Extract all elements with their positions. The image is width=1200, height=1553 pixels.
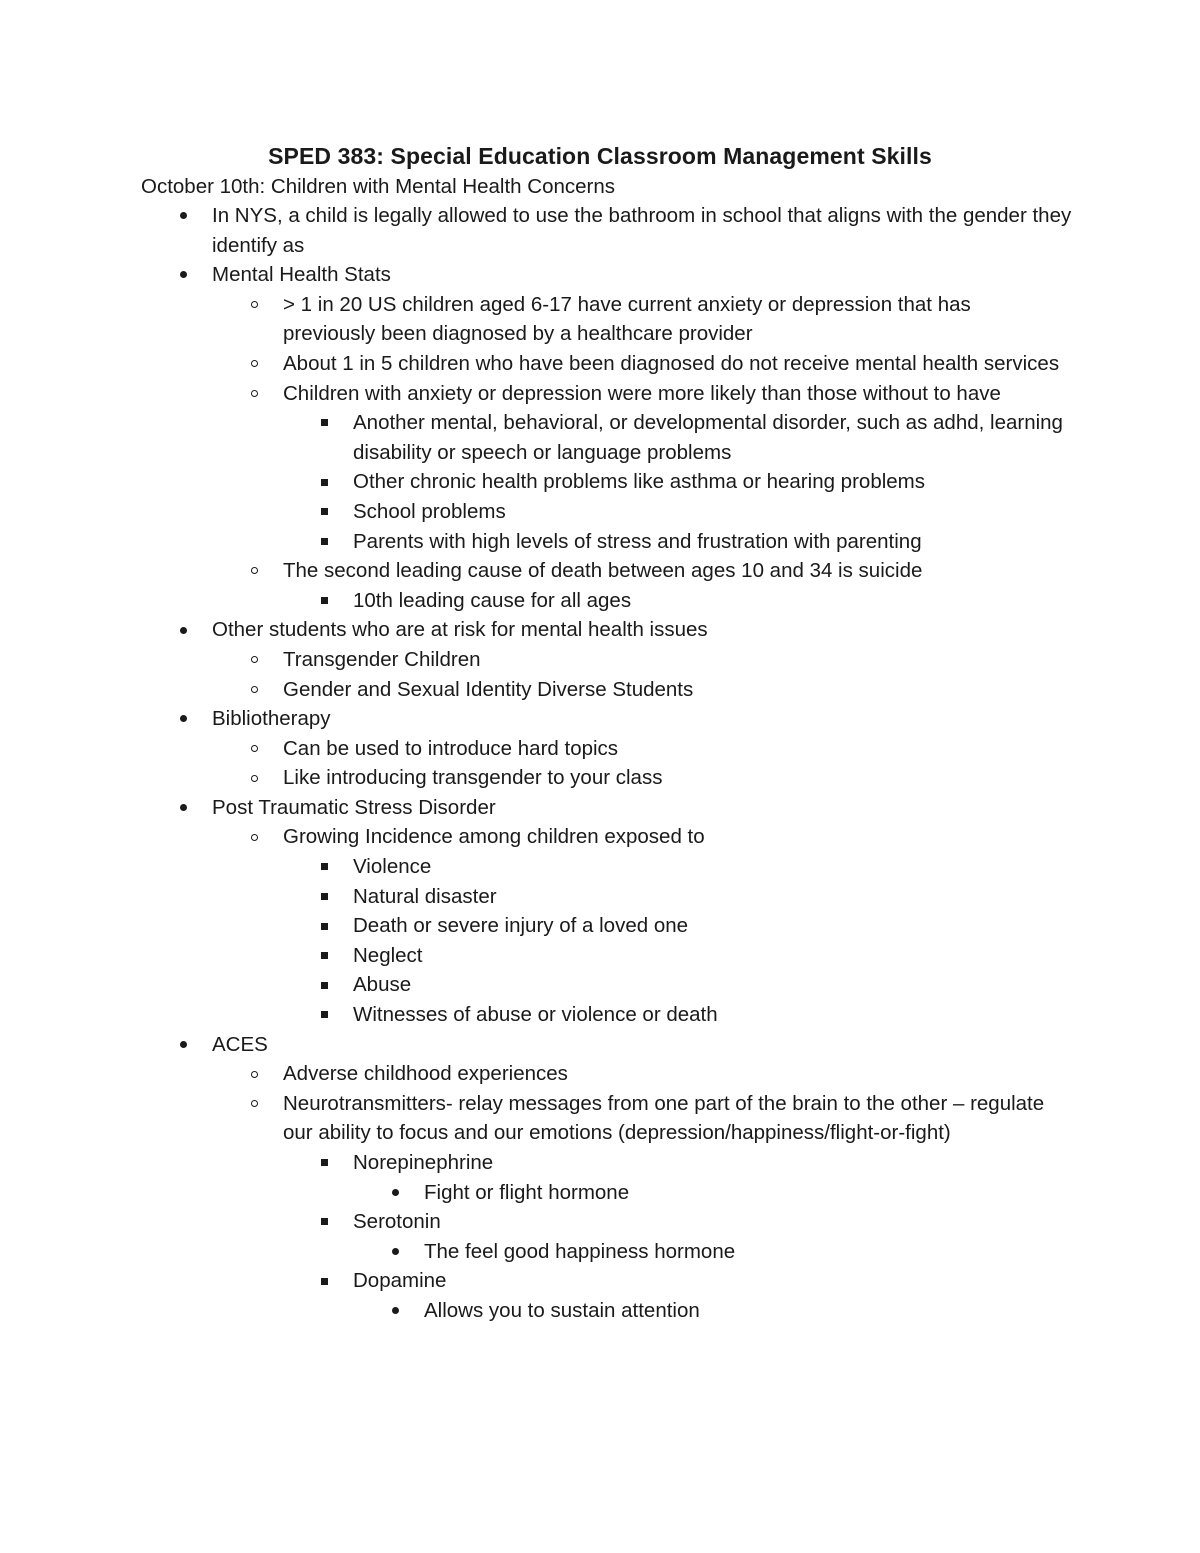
list-item-text: Mental Health Stats	[212, 263, 391, 287]
list-item	[0, 852, 1073, 882]
list-item-text: Gender and Sexual Identity Diverse Students	[283, 677, 694, 701]
list-item	[0, 556, 1063, 586]
square-bullet-icon	[317, 970, 331, 1000]
list-item	[0, 911, 1073, 941]
list-item-text: Other chronic health problems like asthma or hearing problems	[353, 470, 925, 494]
list-item-text: Adverse childhood experiences	[283, 1062, 568, 1086]
disc-bullet-icon	[176, 704, 190, 734]
document-subtitle: October 10th: Children with Mental Health Concerns	[141, 175, 616, 198]
square-bullet-icon	[317, 911, 331, 941]
list-item	[0, 1178, 1064, 1208]
list-item-text: Serotonin	[353, 1210, 441, 1234]
list-item	[0, 941, 1073, 971]
circle-bullet-icon	[247, 349, 261, 379]
square-bullet-icon	[317, 1148, 331, 1178]
list-item	[0, 1000, 1073, 1030]
list-item	[0, 970, 1073, 1000]
square-bullet-icon	[317, 852, 331, 882]
list-item-text: Like introducing transgender to your class	[283, 766, 663, 790]
list-item	[0, 290, 1063, 349]
list-item-text: Parents with high levels of stress and frustration with parenting	[353, 529, 922, 553]
circle-bullet-icon	[247, 1089, 261, 1119]
circle-bullet-icon	[247, 379, 261, 409]
disc-bullet-icon	[176, 1030, 190, 1060]
list-item-text: Other students who are at risk for mental health issues	[212, 618, 708, 642]
circle-bullet-icon	[247, 734, 261, 764]
circle-bullet-icon	[247, 645, 261, 675]
list-item-text: Bibliotherapy	[212, 707, 331, 731]
list-item	[0, 675, 1063, 705]
list-item	[0, 527, 1073, 557]
list-item	[0, 1089, 1063, 1148]
list-item	[0, 497, 1073, 527]
square-bullet-icon	[317, 527, 331, 557]
circle-bullet-icon	[247, 290, 261, 320]
list-item-text: Witnesses of abuse or violence or death	[353, 1003, 718, 1027]
disc-bullet-icon	[388, 1178, 402, 1208]
list-item-text: Abuse	[353, 973, 412, 997]
list-item-text: School problems	[353, 499, 506, 523]
list-item	[0, 201, 1072, 260]
list-item	[0, 615, 1072, 645]
circle-bullet-icon	[247, 822, 261, 852]
square-bullet-icon	[317, 882, 331, 912]
list-item-text: Children with anxiety or depression were more likely than those without to have	[283, 381, 1001, 405]
list-item-text: > 1 in 20 US children aged 6-17 have current anxiety or depression that has previously been diagnosed by a healthcare provider	[283, 292, 971, 346]
square-bullet-icon	[317, 941, 331, 971]
list-item	[0, 467, 1073, 497]
list-item	[0, 882, 1073, 912]
list-item-text: Neglect	[353, 943, 423, 967]
disc-bullet-icon	[176, 260, 190, 290]
list-item	[0, 1148, 1073, 1178]
list-item	[0, 822, 1063, 852]
list-item	[0, 1296, 1064, 1326]
list-item	[0, 1030, 1072, 1060]
square-bullet-icon	[317, 467, 331, 497]
list-item	[0, 586, 1073, 616]
list-item-text: Can be used to introduce hard topics	[283, 736, 619, 760]
list-item	[0, 734, 1063, 764]
list-item	[0, 349, 1063, 379]
list-item	[0, 1266, 1073, 1296]
list-item-text: Dopamine	[353, 1269, 447, 1293]
list-item-text: The feel good happiness hormone	[424, 1239, 736, 1263]
list-item-text: Fight or flight hormone	[424, 1180, 630, 1204]
disc-bullet-icon	[176, 201, 190, 231]
disc-bullet-icon	[388, 1296, 402, 1326]
list-item-text: About 1 in 5 children who have been diagnosed do not receive mental health services	[283, 351, 1060, 375]
list-item-text: Death or severe injury of a loved one	[353, 914, 689, 938]
list-item	[0, 645, 1063, 675]
list-item-text: Neurotransmitters- relay messages from one part of the brain to the other – regulate our ability to focus and our emotions (depression/happiness/flight-or-fight)	[283, 1091, 1045, 1145]
circle-bullet-icon	[247, 1059, 261, 1089]
list-item	[0, 1237, 1064, 1267]
list-item-text: Norepinephrine	[353, 1151, 494, 1174]
list-item-text: 10th leading cause for all ages	[353, 588, 632, 612]
list-item-text: Another mental, behavioral, or developmental disorder, such as adhd, learning disability or speech or language problems	[353, 411, 1063, 464]
square-bullet-icon	[317, 1207, 331, 1237]
list-item	[0, 1207, 1073, 1237]
list-item-text: ACES	[212, 1032, 268, 1056]
square-bullet-icon	[317, 586, 331, 616]
list-item-text: Post Traumatic Stress Disorder	[212, 795, 496, 819]
list-item	[0, 260, 1072, 290]
disc-bullet-icon	[176, 615, 190, 645]
list-item	[0, 1059, 1063, 1089]
list-item	[0, 793, 1072, 823]
list-item-text: In NYS, a child is legally allowed to use the bathroom in school that aligns with the gender they identify as	[212, 204, 1072, 257]
circle-bullet-icon	[247, 675, 261, 705]
disc-bullet-icon	[176, 793, 190, 823]
square-bullet-icon	[317, 1266, 331, 1296]
list-item-text: Allows you to sustain attention	[424, 1298, 700, 1322]
list-item	[0, 379, 1063, 409]
circle-bullet-icon	[247, 763, 261, 793]
disc-bullet-icon	[388, 1237, 402, 1267]
list-item-text: Natural disaster	[353, 884, 497, 908]
list-item	[0, 763, 1063, 793]
square-bullet-icon	[317, 1000, 331, 1030]
square-bullet-icon	[317, 497, 331, 527]
circle-bullet-icon	[247, 556, 261, 586]
list-item-text: Transgender Children	[283, 647, 481, 671]
document-title: SPED 383: Special Education Classroom Management Skills	[268, 143, 932, 169]
list-item	[0, 408, 1073, 467]
list-item-text: Violence	[353, 855, 432, 879]
list-item-text: The second leading cause of death between ages 10 and 34 is suicide	[283, 559, 923, 583]
notes-list	[0, 201, 1200, 1326]
square-bullet-icon	[317, 408, 331, 438]
list-item-text: Growing Incidence among children exposed to	[283, 825, 705, 849]
list-item	[0, 704, 1072, 734]
